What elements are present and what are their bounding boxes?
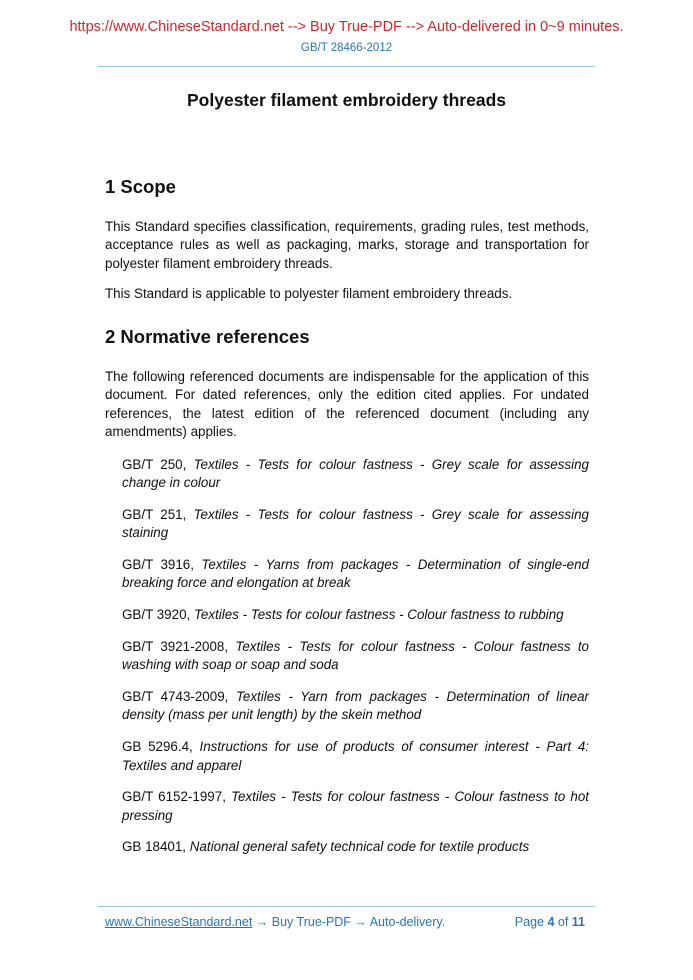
reference-code: GB/T 4743-2009, (122, 689, 236, 705)
reference-list (122, 456, 589, 870)
header-divider (98, 66, 595, 67)
header-banner: https://www.ChineseStandard.net --> Buy True-PDF --> Auto-delivered in 0~9 minutes. (69, 19, 624, 35)
section-normative-references (105, 326, 589, 441)
reference-title: Textiles - Yarn from packages - Determination of linear density (mass per unit length) by the skein method (122, 689, 590, 723)
footer-text: → Buy True-PDF → Auto-delivery. (252, 915, 446, 929)
reference-title: Textiles - Tests for colour fastness - Colour fastness to washing with soap or soap and soda (122, 639, 589, 673)
reference-code: GB/T 6152-1997, (122, 789, 232, 805)
reference-item (122, 638, 589, 675)
page-indicator (515, 915, 585, 929)
page-label: Page (514, 915, 548, 929)
reference-code: GB/T 3920, (122, 607, 194, 623)
section-heading: 2 Normative references (105, 326, 310, 347)
footer-link[interactable]: www.ChineseStandard.net (105, 915, 253, 929)
section-heading: 1 Scope (105, 176, 176, 197)
reference-item (122, 556, 589, 593)
reference-code: GB 18401, (122, 839, 190, 855)
reference-code: GB/T 251, (122, 507, 194, 523)
reference-title: Textiles - Yarns from packages - Determination of single-end breaking force and elongation at break (122, 557, 589, 591)
reference-item (122, 788, 589, 825)
standard-code: GB/T 28466-2012 (300, 42, 393, 54)
reference-item (122, 738, 589, 775)
reference-title: Textiles - Tests for colour fastness - Grey scale for assessing staining (122, 507, 590, 541)
paragraph: This Standard specifies classification, requirements, grading rules, test methods, acceptance rules as well as packaging, marks, storage and transportation for polyester filament embroidery threads. (105, 219, 589, 271)
reference-item (122, 456, 589, 493)
paragraph: This Standard is applicable to polyester filament embroidery threads. (105, 285, 513, 301)
reference-item (122, 688, 589, 725)
reference-title: Textiles - Tests for colour fastness - Grey scale for assessing change in colour (122, 457, 590, 491)
page-total: 11 (571, 915, 585, 929)
reference-title: National general safety technical code for textile products (189, 839, 530, 855)
reference-code: GB/T 3916, (122, 557, 202, 573)
section-scope (105, 176, 589, 303)
reference-code: GB 5296.4, (122, 739, 200, 755)
reference-title: Textiles - Tests for colour fastness - Colour fastness to hot pressing (122, 789, 589, 823)
page-of: of (554, 915, 572, 929)
reference-item (122, 506, 589, 543)
reference-code: GB/T 250, (122, 457, 194, 472)
page-number: 4 (547, 915, 555, 929)
footer-divider (98, 906, 595, 907)
reference-item (122, 838, 589, 856)
footer (105, 915, 585, 929)
reference-title: Instructions for use of products of consumer interest - Part 4: Textiles and apparel (122, 739, 589, 773)
reference-item (122, 606, 589, 624)
reference-code: GB/T 3921-2008, (122, 639, 236, 655)
reference-title: Textiles - Tests for colour fastness - Colour fastness to rubbing (193, 607, 564, 623)
paragraph: The following referenced documents are indispensable for the application of this document. For dated references, only the edition cited applies. For undated references, the latest edition of the referenced document (including any amendments) applies. (105, 369, 589, 439)
document-title: Polyester filament embroidery threads (187, 90, 506, 110)
